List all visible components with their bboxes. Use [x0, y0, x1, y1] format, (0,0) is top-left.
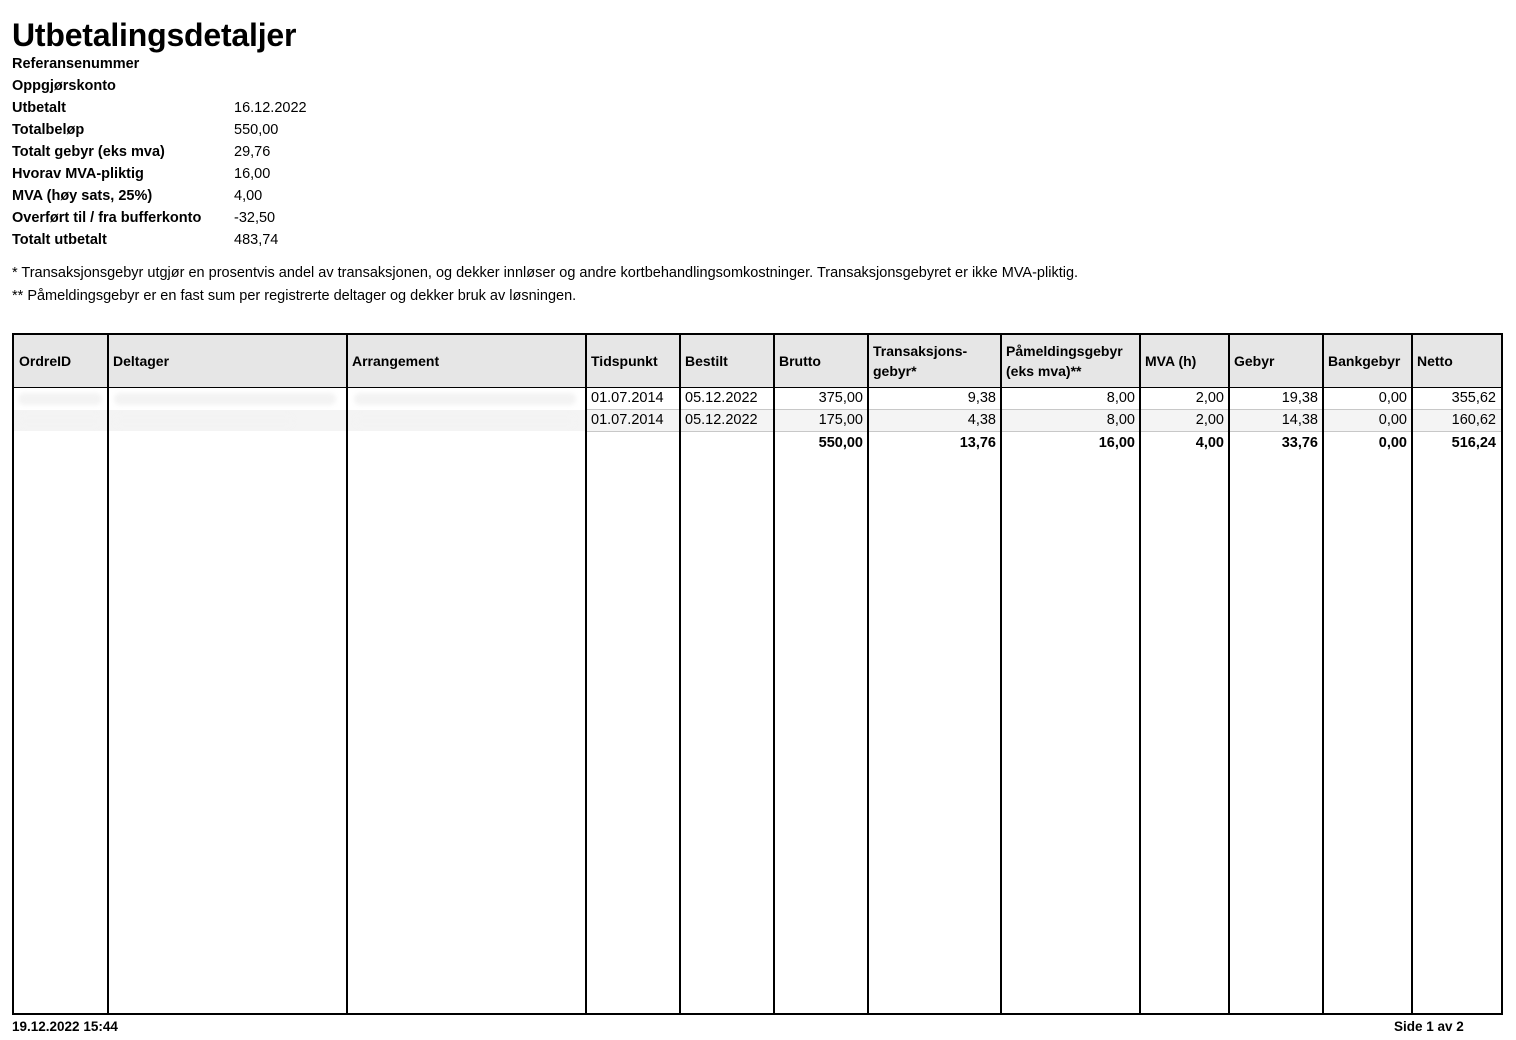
cell-pameldingsgebyr: 8,00: [1106, 412, 1135, 428]
cell-tidspunkt: 01.07.2014: [591, 412, 664, 428]
summary-label: Totalt gebyr (eks mva): [12, 144, 165, 160]
cell-tidspunkt: 01.07.2014: [591, 390, 664, 406]
column-divider: [867, 335, 869, 1013]
cell-gebyr: 14,38: [1281, 412, 1318, 428]
summary-row-vat-liable: [12, 163, 307, 185]
total-pameldingsgebyr: 16,00: [1098, 435, 1135, 451]
footnote-registration-fee: ** Påmeldingsgebyr er en fast sum per registrerte deltager og dekker bruk av løsningen.: [12, 288, 577, 304]
header-pameldingsgebyr-line1: Påmeldingsgebyr: [1006, 343, 1123, 359]
redacted-cell: [18, 393, 102, 405]
redacted-cell: [18, 415, 102, 427]
print-timestamp: 19.12.2022 15:44: [12, 1019, 118, 1034]
column-divider: [679, 335, 681, 1013]
payout-table: [12, 333, 1503, 1015]
header-arrangement: Arrangement: [352, 353, 440, 369]
header-pameldingsgebyr: [1001, 335, 1140, 387]
table-header: [14, 335, 1501, 388]
summary-label: Referansenummer: [12, 56, 140, 72]
cell-brutto: 175,00: [818, 412, 863, 428]
header-pameldingsgebyr-line2: (eks mva)**: [1006, 363, 1082, 379]
summary-section: [12, 53, 307, 251]
row-divider: [586, 431, 1501, 432]
header-bestilt: Bestilt: [685, 353, 728, 369]
cell-netto: 160,62: [1451, 412, 1496, 428]
total-bankgebyr: 0,00: [1378, 435, 1407, 451]
summary-row-paid-date: [12, 97, 307, 119]
cell-mva: 2,00: [1195, 412, 1224, 428]
header-ordreid: OrdreID: [19, 353, 72, 369]
cell-brutto: 375,00: [818, 390, 863, 406]
summary-row-total-amount: [12, 119, 307, 141]
page-indicator: Side 1 av 2: [1394, 1019, 1464, 1034]
cell-transaksjonsgebyr: 4,38: [967, 412, 996, 428]
cell-pameldingsgebyr: 8,00: [1106, 390, 1135, 406]
summary-value: -32,50: [234, 210, 276, 226]
header-tidspunkt: Tidspunkt: [591, 353, 658, 369]
column-divider: [1411, 335, 1413, 1013]
summary-label: MVA (høy sats, 25%): [12, 188, 153, 204]
header-mva: MVA (h): [1145, 353, 1197, 369]
column-divider: [107, 335, 109, 1013]
summary-value: 16,00: [234, 166, 271, 182]
header-deltager: Deltager: [113, 353, 170, 369]
summary-value: 4,00: [234, 188, 263, 204]
summary-value: 550,00: [234, 122, 279, 138]
cell-bankgebyr: 0,00: [1378, 390, 1407, 406]
page-title: Utbetalingsdetaljer: [12, 17, 297, 53]
header-bankgebyr: Bankgebyr: [1328, 353, 1401, 369]
table-row: [14, 388, 1501, 409]
column-divider: [773, 335, 775, 1013]
summary-row-buffer-transfer: [12, 207, 307, 229]
header-transaksjonsgebyr-line2: gebyr*: [873, 363, 917, 379]
total-netto: 516,24: [1451, 435, 1496, 451]
column-divider: [585, 335, 587, 1013]
summary-label: Totalbeløp: [12, 122, 85, 138]
redacted-cell: [354, 393, 576, 405]
summary-label: Totalt utbetalt: [12, 232, 107, 248]
header-gebyr: Gebyr: [1234, 353, 1275, 369]
cell-bestilt: 05.12.2022: [685, 412, 758, 428]
summary-value: 483,74: [234, 232, 279, 248]
redacted-cell: [354, 415, 576, 427]
summary-row-vat: [12, 185, 307, 207]
header-brutto: Brutto: [779, 353, 821, 369]
total-mva: 4,00: [1195, 435, 1224, 451]
cell-bankgebyr: 0,00: [1378, 412, 1407, 428]
total-transaksjonsgebyr: 13,76: [959, 435, 996, 451]
column-divider: [1139, 335, 1141, 1013]
column-divider: [346, 335, 348, 1013]
footnote-transaction-fee: * Transaksjonsgebyr utgjør en prosentvis andel av transaksjonen, og dekker innløser og andre kortbehandlingsomkostninger. Transaksjonsgebyret er ikke MVA-pliktig.: [12, 265, 1079, 281]
summary-row-total-fee: [12, 141, 307, 163]
summary-row-total-paid: [12, 229, 307, 251]
column-divider: [1000, 335, 1002, 1013]
cell-mva: 2,00: [1195, 390, 1224, 406]
summary-row-settlement-account: [12, 75, 307, 97]
cell-transaksjonsgebyr: 9,38: [967, 390, 996, 406]
column-divider: [1228, 335, 1230, 1013]
summary-label: Oppgjørskonto: [12, 78, 116, 94]
summary-value: 16.12.2022: [234, 100, 307, 116]
cell-bestilt: 05.12.2022: [685, 390, 758, 406]
summary-label: Overført til / fra bufferkonto: [12, 210, 202, 226]
column-divider: [1322, 335, 1324, 1013]
header-netto: Netto: [1417, 353, 1453, 369]
cell-gebyr: 19,38: [1281, 390, 1318, 406]
redacted-cell: [114, 415, 294, 427]
summary-value: 29,76: [234, 144, 271, 160]
cell-netto: 355,62: [1451, 390, 1496, 406]
total-brutto: 550,00: [818, 435, 863, 451]
totals-row: [14, 433, 1501, 454]
header-transaksjonsgebyr: [868, 335, 1001, 387]
table-row: [14, 410, 1501, 431]
header-transaksjonsgebyr-line1: Transaksjons-: [873, 343, 968, 359]
footnotes: [12, 262, 1078, 308]
total-gebyr: 33,76: [1281, 435, 1318, 451]
summary-label: Utbetalt: [12, 100, 66, 116]
summary-label: Hvorav MVA-pliktig: [12, 166, 144, 182]
summary-row-reference: [12, 53, 307, 75]
redacted-cell: [114, 393, 336, 405]
